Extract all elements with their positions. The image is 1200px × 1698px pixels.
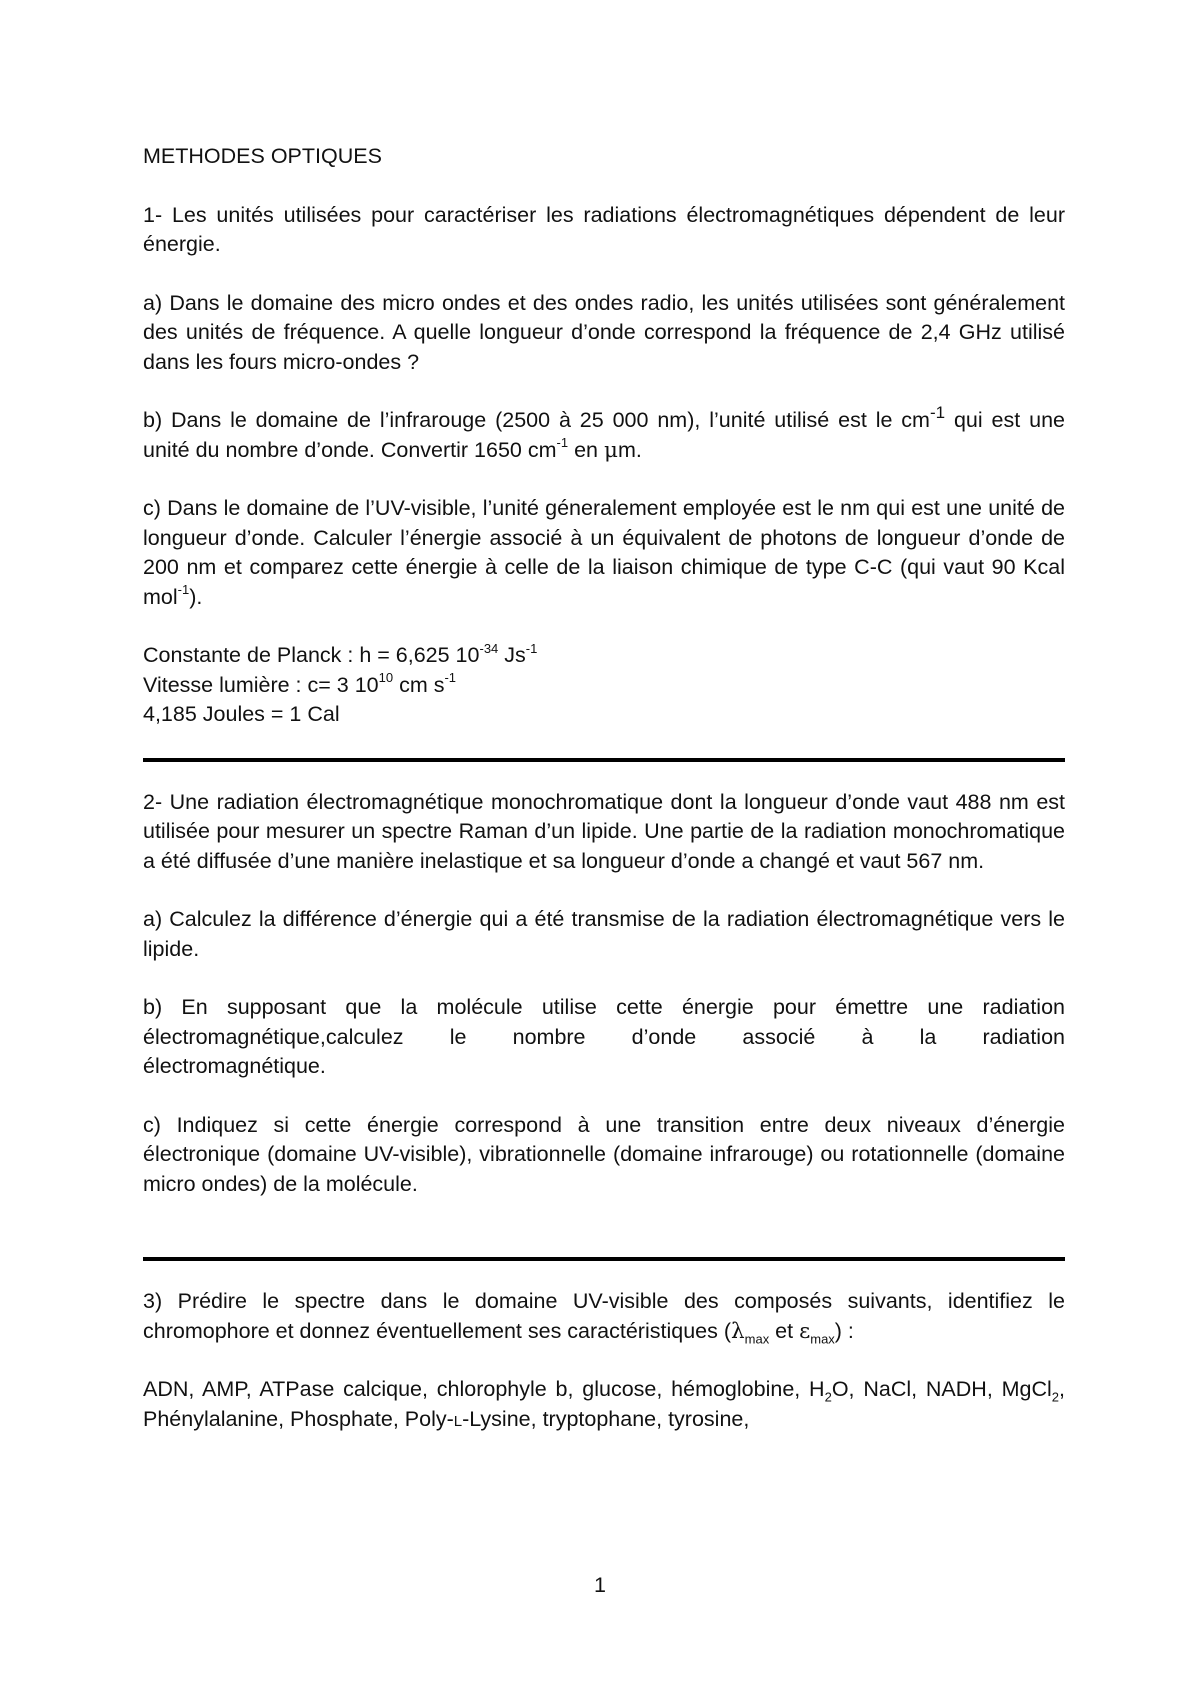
text-run: 3) Prédire le spectre dans le domaine UV-visible des composés suivants, identifiez le chromophore et donnez éventuellement ses caractéristiques (: [143, 1289, 1065, 1343]
text-run: Vitesse lumière : c= 3 10: [143, 672, 379, 697]
superscript: -1: [177, 582, 190, 598]
text-line: b) En supposant que la molécule utilise cette énergie pour émettre une radiation: [143, 995, 1065, 1019]
text-run: -Lysine, tryptophane, tyrosine,: [462, 1406, 750, 1431]
superscript: -1: [525, 640, 538, 656]
text-run: en: [568, 437, 604, 462]
superscript: -1: [444, 670, 457, 686]
lambda-symbol: λ: [731, 1318, 745, 1344]
small-cap-letter: L: [453, 1412, 463, 1430]
text-run: cm s: [393, 672, 445, 697]
document-title: METHODES OPTIQUES: [143, 144, 382, 168]
text-run: Constante de Planck : h = 6,625 10: [143, 643, 480, 667]
text-run: b) Dans le domaine de l’infrarouge (2500 à 25 000 nm), l’unité utilisé est le cm: [143, 408, 930, 432]
compound-list: [143, 1375, 1065, 1436]
text-run: O, NaCl, NADH, MgCl: [831, 1377, 1052, 1401]
superscript: -1: [929, 402, 946, 422]
superscript: -1: [556, 435, 569, 451]
mu-symbol: μ: [603, 437, 618, 463]
joule-conversion: 4,185 Joules = 1 Cal: [143, 702, 340, 726]
section-1-question-a: a) Dans le domaine des micro ondes et des ondes radio, les unités utilisées sont généralement des unités de fréquence. A quelle longueur d’onde correspond la fréquence de 2,4 GHz utilisé dans les fours micro-ondes ?: [143, 290, 1065, 374]
text-run: c) Dans le domaine de l’UV-visible, l’unité géneralement employée est le nm qui est une unité de longueur d’onde. Calculer l’énergie associé à un équivalent de photons de longueur d’onde de 200 nm et comparez cette énergie à celle de la liaison chimique de type C-C (qui vaut 90 Kcal mol: [143, 496, 1065, 609]
section-3-intro: [143, 1287, 1065, 1346]
light-speed: [143, 671, 1065, 701]
subscript: 2: [824, 1389, 832, 1405]
text-run: ADN, AMP, ATPase calcique, chlorophyle b, glucose, hémoglobine, H: [143, 1377, 825, 1401]
text-run: Js: [498, 643, 526, 667]
text-run: ) :: [834, 1318, 854, 1343]
document-page: [143, 142, 1065, 1436]
text-line: électromagnétique,calculez le nombre d’onde associé à la radiation: [143, 1024, 1065, 1049]
superscript: 10: [378, 670, 394, 686]
text-run: qui est une unité du nombre d’onde. Convertir 1650 cm: [143, 408, 1065, 462]
text-run: , Phénylalanine, Phosphate, Poly-: [143, 1377, 1065, 1431]
section-2-intro: 2- Une radiation électromagnétique monochromatique dont la longueur d’onde vaut 488 nm est utilisée pour mesurer un spectre Raman d’un lipide. Une partie de la radiation monochromatique a été diffusée d’une manière inelastique et sa longueur d’onde a changé et vaut 567 nm.: [143, 789, 1065, 873]
text-run: ).: [189, 584, 203, 609]
subscript: max: [810, 1330, 835, 1346]
section-1-intro: 1- Les unités utilisées pour caractériser les radiations électromagnétiques dépendent de leur énergie.: [143, 202, 1065, 256]
subscript: max: [744, 1330, 770, 1346]
section-1-question-b: [143, 402, 1065, 465]
text-line: électromagnétique.: [143, 1054, 326, 1078]
subscript: 2: [1051, 1389, 1060, 1405]
section-2-question-c: c) Indiquez si cette énergie correspond à une transition entre deux niveaux d’énergie électronique (domaine UV-visible), vibrationnelle (domaine infrarouge) ou rotationnelle (domaine micro ondes) de la molécule.: [143, 1112, 1065, 1196]
section-2-question-a: a) Calculez la différence d’énergie qui a été transmise de la radiation électromagnétique vers le lipide.: [143, 907, 1065, 961]
text-run: et: [769, 1318, 800, 1343]
page-number: 1: [594, 1573, 606, 1597]
section-2-question-b: [143, 993, 1065, 1082]
text-run: m.: [617, 437, 642, 462]
epsilon-symbol: ε: [799, 1318, 811, 1344]
planck-constant: [143, 641, 1065, 671]
superscript: -34: [479, 640, 499, 656]
section-1-question-c: [143, 494, 1065, 612]
